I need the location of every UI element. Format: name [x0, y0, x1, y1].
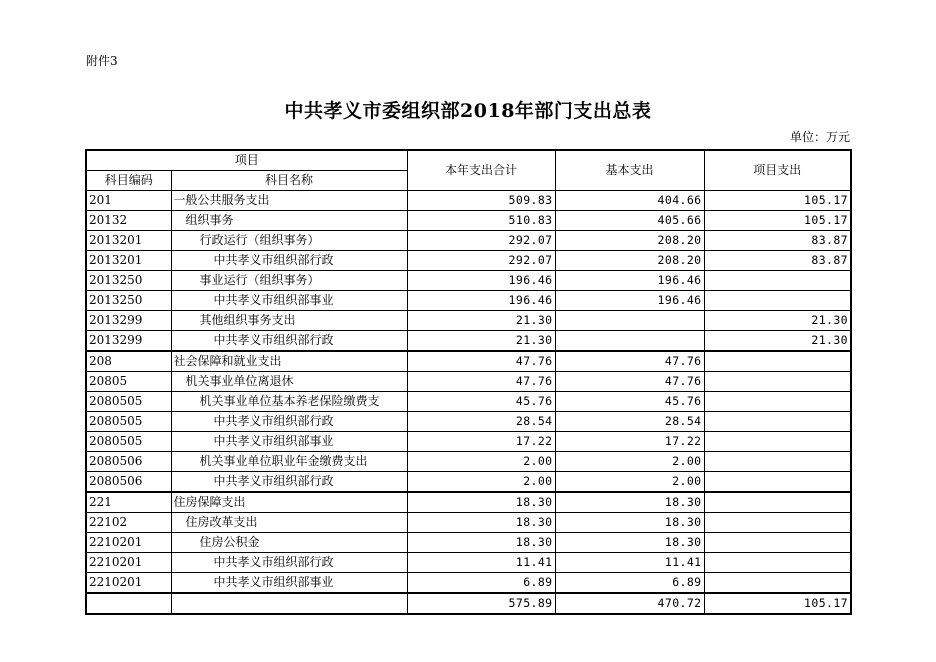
- totals-row: [86, 593, 851, 614]
- table-row: [86, 553, 851, 573]
- row-basic: 28.54: [555, 412, 704, 432]
- row-code: 2013250: [86, 271, 171, 291]
- table-row: [86, 492, 851, 513]
- row-code: 2013250: [86, 291, 171, 311]
- row-code: 2210201: [86, 573, 171, 594]
- row-basic: 208.20: [555, 251, 704, 271]
- row-basic: 196.46: [555, 291, 704, 311]
- row-project: [704, 513, 851, 533]
- row-name: 住房保障支出: [171, 492, 407, 513]
- table-row: [86, 231, 851, 251]
- total-basic: 470.72: [555, 593, 704, 614]
- row-basic: 405.66: [555, 211, 704, 231]
- row-project: [704, 412, 851, 432]
- row-total: 45.76: [407, 392, 555, 412]
- row-project: [704, 432, 851, 452]
- row-name: 其他组织事务支出: [171, 311, 407, 331]
- row-name: 中共孝义市组织部事业: [171, 573, 407, 594]
- row-basic: 17.22: [555, 432, 704, 452]
- table-row: [86, 311, 851, 331]
- total-code: [86, 593, 171, 614]
- row-total: 47.76: [407, 351, 555, 372]
- table-row: [86, 372, 851, 392]
- header-code: 科目编码: [86, 171, 171, 191]
- row-basic: [555, 331, 704, 352]
- row-basic: 11.41: [555, 553, 704, 573]
- table-row: [86, 573, 851, 594]
- row-code: 2080506: [86, 472, 171, 493]
- total-name: [171, 593, 407, 614]
- row-total: 11.41: [407, 553, 555, 573]
- row-code: 208: [86, 351, 171, 372]
- header-item: 项目: [86, 150, 407, 171]
- row-project: [704, 372, 851, 392]
- table-row: [86, 432, 851, 452]
- table-row: [86, 351, 851, 372]
- table-row: [86, 191, 851, 211]
- attachment-label: 附件3: [86, 54, 118, 68]
- row-basic: 2.00: [555, 452, 704, 472]
- row-basic: 18.30: [555, 513, 704, 533]
- row-total: 21.30: [407, 331, 555, 352]
- total-total: 575.89: [407, 593, 555, 614]
- table-row: [86, 211, 851, 231]
- row-project: [704, 452, 851, 472]
- row-basic: 47.76: [555, 351, 704, 372]
- row-basic: 2.00: [555, 472, 704, 493]
- row-basic: 208.20: [555, 231, 704, 251]
- row-project: 83.87: [704, 231, 851, 251]
- row-code: 201: [86, 191, 171, 211]
- header-name: 科目名称: [171, 171, 407, 191]
- row-total: 18.30: [407, 513, 555, 533]
- row-project: 105.17: [704, 191, 851, 211]
- row-name: 中共孝义市组织部行政: [171, 251, 407, 271]
- row-code: 20805: [86, 372, 171, 392]
- row-code: 2013299: [86, 311, 171, 331]
- row-code: 2013299: [86, 331, 171, 352]
- table-row: [86, 271, 851, 291]
- row-project: [704, 472, 851, 493]
- row-name: 一般公共服务支出: [171, 191, 407, 211]
- row-project: [704, 533, 851, 553]
- row-name: 中共孝义市组织部事业: [171, 291, 407, 311]
- row-project: [704, 392, 851, 412]
- row-project: [704, 492, 851, 513]
- table-row: [86, 331, 851, 352]
- row-basic: 6.89: [555, 573, 704, 594]
- table-row: [86, 291, 851, 311]
- row-total: 6.89: [407, 573, 555, 594]
- row-basic: 404.66: [555, 191, 704, 211]
- row-project: 21.30: [704, 311, 851, 331]
- row-code: 2210201: [86, 533, 171, 553]
- expenditure-table: [85, 149, 852, 615]
- row-total: 196.46: [407, 271, 555, 291]
- table-row: [86, 452, 851, 472]
- row-project: 83.87: [704, 251, 851, 271]
- row-code: 2013201: [86, 231, 171, 251]
- row-code: 2080505: [86, 432, 171, 452]
- row-total: 292.07: [407, 231, 555, 251]
- row-name: 行政运行（组织事务）: [171, 231, 407, 251]
- page-title: 中共孝义市委组织部2018年部门支出总表: [284, 100, 652, 122]
- row-total: 18.30: [407, 492, 555, 513]
- row-total: 510.83: [407, 211, 555, 231]
- unit-label: 单位：万元: [789, 130, 850, 144]
- row-total: 196.46: [407, 291, 555, 311]
- row-project: [704, 351, 851, 372]
- row-total: 509.83: [407, 191, 555, 211]
- row-code: 2013201: [86, 251, 171, 271]
- row-total: 292.07: [407, 251, 555, 271]
- row-code: 20132: [86, 211, 171, 231]
- row-name: 中共孝义市组织部行政: [171, 331, 407, 352]
- row-name: 机关事业单位基本养老保险缴费支: [171, 392, 407, 412]
- total-project: 105.17: [704, 593, 851, 614]
- row-name: 中共孝义市组织部行政: [171, 412, 407, 432]
- table-row: [86, 251, 851, 271]
- row-name: 中共孝义市组织部事业: [171, 432, 407, 452]
- table-row: [86, 472, 851, 493]
- header-project: 项目支出: [704, 150, 851, 191]
- row-total: 18.30: [407, 533, 555, 553]
- row-name: 住房公积金: [171, 533, 407, 553]
- row-name: 中共孝义市组织部行政: [171, 472, 407, 493]
- row-basic: [555, 311, 704, 331]
- row-basic: 196.46: [555, 271, 704, 291]
- table-body: [86, 191, 851, 615]
- row-project: [704, 291, 851, 311]
- row-name: 事业运行（组织事务）: [171, 271, 407, 291]
- header-total: 本年支出合计: [407, 150, 555, 191]
- row-total: 2.00: [407, 452, 555, 472]
- header-basic: 基本支出: [555, 150, 704, 191]
- row-project: [704, 271, 851, 291]
- row-basic: 18.30: [555, 533, 704, 553]
- table-row: [86, 513, 851, 533]
- row-name: 社会保障和就业支出: [171, 351, 407, 372]
- table-row: [86, 412, 851, 432]
- row-basic: 47.76: [555, 372, 704, 392]
- row-project: [704, 553, 851, 573]
- row-code: 2080506: [86, 452, 171, 472]
- row-total: 28.54: [407, 412, 555, 432]
- row-project: 105.17: [704, 211, 851, 231]
- table-row: [86, 533, 851, 553]
- row-total: 21.30: [407, 311, 555, 331]
- row-code: 22102: [86, 513, 171, 533]
- row-code: 2210201: [86, 553, 171, 573]
- row-project: [704, 573, 851, 594]
- row-basic: 45.76: [555, 392, 704, 412]
- row-basic: 18.30: [555, 492, 704, 513]
- row-name: 组织事务: [171, 211, 407, 231]
- row-code: 2080505: [86, 412, 171, 432]
- table-row: [86, 392, 851, 412]
- row-total: 47.76: [407, 372, 555, 392]
- row-code: 2080505: [86, 392, 171, 412]
- row-name: 中共孝义市组织部行政: [171, 553, 407, 573]
- row-total: 17.22: [407, 432, 555, 452]
- row-name: 机关事业单位职业年金缴费支出: [171, 452, 407, 472]
- row-name: 机关事业单位离退休: [171, 372, 407, 392]
- row-code: 221: [86, 492, 171, 513]
- row-project: 21.30: [704, 331, 851, 352]
- row-total: 2.00: [407, 472, 555, 493]
- row-name: 住房改革支出: [171, 513, 407, 533]
